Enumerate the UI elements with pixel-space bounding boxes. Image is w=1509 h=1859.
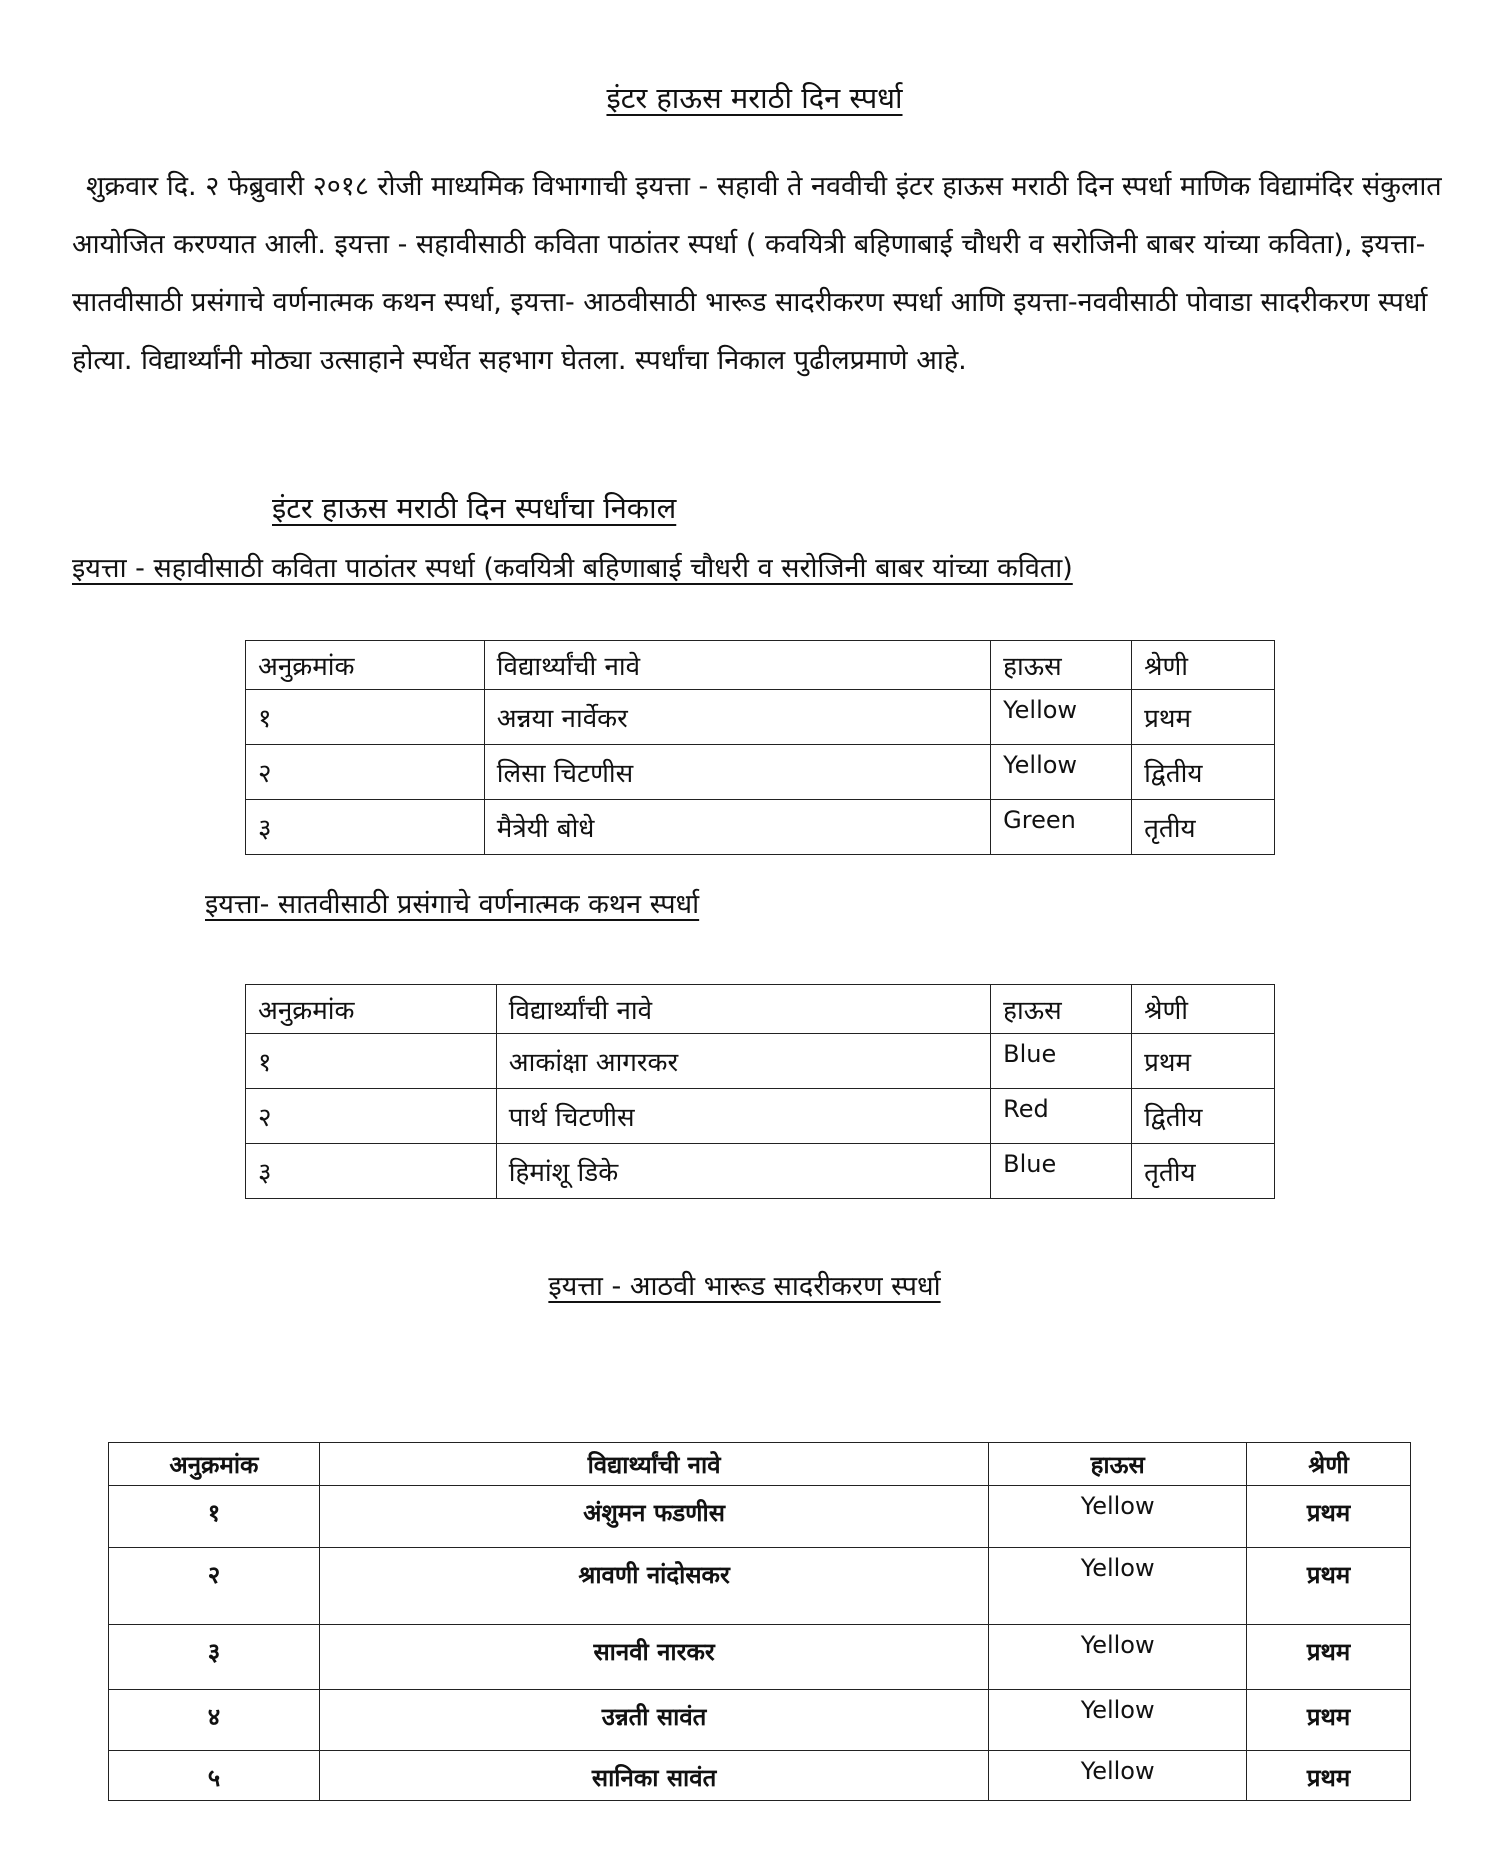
header-cell: हाऊस: [991, 641, 1132, 690]
header-cell: श्रेणी: [1247, 1443, 1411, 1486]
serial-cell: २: [109, 1548, 320, 1625]
student-name-cell: उन्नती सावंत: [319, 1690, 988, 1751]
header-cell: अनुक्रमांक: [109, 1443, 320, 1486]
header-cell: अनुक्रमांक: [246, 641, 485, 690]
results-title: इंटर हाऊस मराठी दिन स्पर्धांचा निकाल: [272, 491, 677, 525]
rank-cell: तृतीय: [1132, 800, 1275, 855]
table-header-row: [246, 641, 1275, 690]
house-cell: Blue: [991, 1034, 1132, 1089]
header-cell: विद्यार्थ्यांची नावे: [496, 985, 990, 1034]
rank-cell: द्वितीय: [1132, 745, 1275, 800]
serial-cell: ३: [109, 1625, 320, 1690]
table-row: [246, 1144, 1275, 1199]
student-name-cell: श्रावणी नांदोसकर: [319, 1548, 988, 1625]
serial-cell: १: [246, 1034, 497, 1089]
section1-table: [245, 640, 1275, 855]
table-row: [109, 1548, 1411, 1625]
section2-heading: इयत्ता- सातवीसाठी प्रसंगाचे वर्णनात्मक कथन स्पर्धा: [205, 889, 700, 920]
header-cell: विद्यार्थ्यांची नावे: [484, 641, 990, 690]
house-cell: Yellow: [991, 745, 1132, 800]
table-row: [109, 1690, 1411, 1751]
header-cell: हाऊस: [989, 1443, 1247, 1486]
serial-cell: २: [246, 745, 485, 800]
header-cell: श्रेणी: [1132, 985, 1275, 1034]
table-row: [246, 745, 1275, 800]
student-name-cell: सानिका सावंत: [319, 1751, 988, 1801]
student-name-cell: अंशुमन फडणीस: [319, 1486, 988, 1548]
table-row: [109, 1486, 1411, 1548]
house-cell: Yellow: [989, 1548, 1247, 1625]
table-row: [109, 1751, 1411, 1801]
serial-cell: ५: [109, 1751, 320, 1801]
rank-cell: प्रथम: [1132, 690, 1275, 745]
house-cell: Blue: [991, 1144, 1132, 1199]
table-row: [246, 1089, 1275, 1144]
section2-table: [245, 984, 1275, 1199]
section3-table: [108, 1442, 1411, 1801]
student-name-cell: मैत्रेयी बोधे: [484, 800, 990, 855]
rank-cell: प्रथम: [1247, 1625, 1411, 1690]
table-row: [246, 690, 1275, 745]
student-name-cell: हिमांशू डिके: [496, 1144, 990, 1199]
rank-cell: प्रथम: [1132, 1034, 1275, 1089]
house-cell: Yellow: [991, 690, 1132, 745]
house-cell: Yellow: [989, 1751, 1247, 1801]
house-cell: Red: [991, 1089, 1132, 1144]
house-cell: Yellow: [989, 1690, 1247, 1751]
student-name-cell: लिसा चिटणीस: [484, 745, 990, 800]
page-title: इंटर हाऊस मराठी दिन स्पर्धा: [606, 81, 903, 115]
house-cell: Yellow: [989, 1625, 1247, 1690]
serial-cell: १: [109, 1486, 320, 1548]
serial-cell: ४: [109, 1690, 320, 1751]
rank-cell: प्रथम: [1247, 1751, 1411, 1801]
table-header-row: [109, 1443, 1411, 1486]
student-name-cell: सानवी नारकर: [319, 1625, 988, 1690]
section3-heading: [0, 1266, 1509, 1303]
header-cell: विद्यार्थ्यांची नावे: [319, 1443, 988, 1486]
rank-cell: द्वितीय: [1132, 1089, 1275, 1144]
section3-heading-text: इयत्ता - आठवी भारूड सादरीकरण स्पर्धा: [548, 1271, 941, 1302]
header-cell: अनुक्रमांक: [246, 985, 497, 1034]
intro-paragraph: शुक्रवार दि. २ फेब्रुवारी २०१८ रोजी माध्यमिक विभागाची इयत्ता - सहावी ते नववीची इंटर हाऊस मराठी दिन स्पर्धा माणिक विद्यामंदिर संकुलात आयोजित करण्यात आली. इयत्ता - सहावीसाठी कविता पाठांतर स्पर्धा ( कवयित्री बहिणाबाई चौधरी व सरोजिनी बाबर यांच्या कविता), इयत्ता- सातवीसाठी प्रसंगाचे वर्णनात्मक कथन स्पर्धा, इयत्ता- आठवीसाठी भारूड सादरीकरण स्पर्धा आणि इयत्ता-नववीसाठी पोवाडा सादरीकरण स्पर्धा होत्या. विद्यार्थ्यांनी मोठ्या उत्साहाने स्पर्धेत सहभाग घेतला. स्पर्धांचा निकाल पुढीलप्रमाणे आहे.: [72, 171, 1442, 376]
student-name-cell: अन्नया नार्वेकर: [484, 690, 990, 745]
house-cell: Green: [991, 800, 1132, 855]
student-name-cell: आकांक्षा आगरकर: [496, 1034, 990, 1089]
table-row: [246, 1034, 1275, 1089]
header-cell: श्रेणी: [1132, 641, 1275, 690]
serial-cell: ३: [246, 800, 485, 855]
student-name-cell: पार्थ चिटणीस: [496, 1089, 990, 1144]
serial-cell: २: [246, 1089, 497, 1144]
section1-heading: इयत्ता - सहावीसाठी कविता पाठांतर स्पर्धा (कवयित्री बहिणाबाई चौधरी व सरोजिनी बाबर यांच्या कविता): [72, 553, 1073, 584]
rank-cell: तृतीय: [1132, 1144, 1275, 1199]
serial-cell: १: [246, 690, 485, 745]
table-row: [109, 1625, 1411, 1690]
table-row: [246, 800, 1275, 855]
house-cell: Yellow: [989, 1486, 1247, 1548]
rank-cell: प्रथम: [1247, 1486, 1411, 1548]
serial-cell: ३: [246, 1144, 497, 1199]
table-header-row: [246, 985, 1275, 1034]
rank-cell: प्रथम: [1247, 1690, 1411, 1751]
rank-cell: प्रथम: [1247, 1548, 1411, 1625]
header-cell: हाऊस: [991, 985, 1132, 1034]
